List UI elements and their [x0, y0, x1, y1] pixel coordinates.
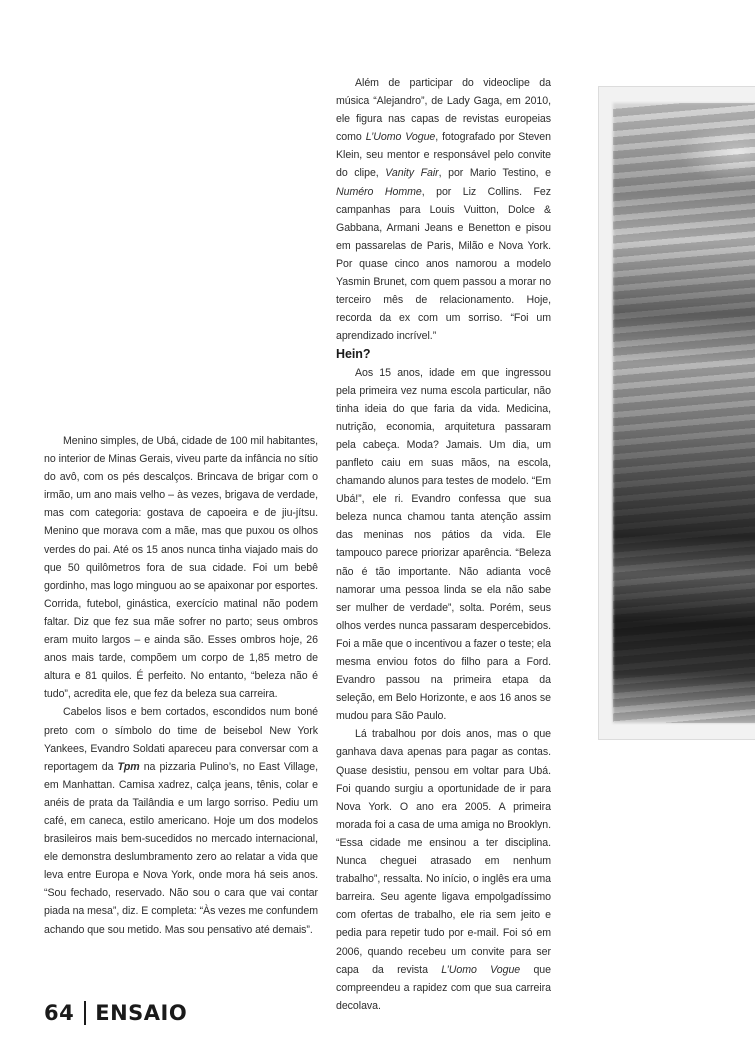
section-subheading: Hein? — [336, 347, 371, 362]
text-run: Cabelos lisos e bem cortados, escondidos num boné preto com o símbolo do time de beisebol New York Yankees, Evandro Soldati apareceu para conversar com a reportagem da — [44, 706, 318, 773]
text-run: , fotografado por Steven Klein, seu mentor e responsável pelo convite do clipe, — [336, 131, 551, 180]
paragraph: Menino simples, de Ubá, cidade de 100 mil habitantes, no interior de Minas Gerais, viveu parte da infância no sítio do avô, com os pés descalços. Brincava de brigar com o irmão, um ano mais velho – às vezes, brigava de verdade, mas com categoria: gostava de capoeira e de jiu-jítsu. Menino que morava com a mãe, mas que puxou os olhos verdes do pai. Até os 15 anos nunca tinha viajado mais do que 50 quilômetros fora de sua cidade. Foi um bebê gordinho, mas logo minguou ao se apaixonar por esportes. Corrida, futebol, ginástica, exercício matinal não podem faltar. Diz que fez sua mãe sofrer no parto; seus ombros eram muito largos – e ainda são. Esses ombros hoje, 26 anos mais tarde, compõem um corpo de 1,85 metro de altura e 81 quilos. É perfeito. No entanto, “beleza não é tudo”, acredita ele, que fez da beleza sua carreira. — [44, 435, 318, 701]
paragraph: Aos 15 anos, idade em que ingressou pela primeira vez numa escola particular, não tinha ideia do que faria da vida. Medicina, nutrição, economia, arquitetura passaram pela cabeça. Moda? Jamais. Um dia, um panfleto caiu em suas mãos, na escola, chamando alunos para testes de modelo. “Em Ubá!”, ele ri. Evandro confessa que sua beleza nunca chamou tanta atenção assim das meninas nos pátios da vida. Ele tampouco parece priorizar aparência. “Beleza não é tão importante. Não adianta você namorar uma pessoa linda se ela não sabe ser mulher de verdade”, solta. Porém, seus olhos verdes nunca passaram despercebidos. Foi a mãe que o incentivou a fazer o teste; ela mesma enviou fotos do filho para a Ford. Evandro passou na primeira etapa da seleção, em Belo Horizonte, e aos 16 anos se mudou para São Paulo. — [336, 366, 551, 723]
left-text-column — [44, 432, 318, 939]
text-run: na pizzaria Pulino’s, no East Village, em Manhattan. Camisa xadrez, calça jeans, tênis, colar e anéis de prata da Tailândia e um largo sorriso. Pediu um café, em caneca, estilo americano. Hoje um dos modelos brasileiros mais bem-sucedidos no mercado internacional, ele demonstra deslumbramento zero ao relatar a vida que leva entre Europa e Nova York, onde mora há seis anos. “Sou fechado, reservado. Não sou o cara que vai contar piada na mesa”, diz. E completa: “Às vezes me confundem achando que sou metido. Mas sou pensativo até demais”. — [44, 760, 318, 936]
magazine-title: L’Uomo Vogue — [365, 131, 436, 144]
photo-print — [598, 86, 755, 740]
text-run: Lá trabalhou por dois anos, mas o que ganhava dava apenas para pagar as contas. Quase desistiu, pensou em voltar para Ubá. Foi quando surgiu a oportunidade de ir para Nova York. O ano era 2005. A primeira morada foi a casa de uma amiga no Brooklyn. “Essa cidade me ensinou a ter disciplina. Nunca cheguei atrasado em nenhum trabalho”, ressalta. No início, o inglês era uma barreira. Seu agente ligava empolgadíssimo com ofertas de trabalho, ele ria sem jeito e pedia para repetir tudo por e-mail. Foi só em 2006, quando recebeu um convite para ser capa da revista — [336, 728, 551, 976]
paragraph — [336, 725, 551, 1015]
footer-divider — [84, 1001, 86, 1025]
right-text-column — [336, 74, 551, 1015]
magazine-title: Vanity Fair — [385, 167, 439, 180]
magazine-name: Tpm — [117, 760, 140, 773]
magazine-title: L’Uomo Vogue — [441, 963, 521, 976]
magazine-title: Numéro Homme — [336, 185, 422, 198]
text-run: que compreendeu a rapidez com que sua carreira decolava. — [336, 963, 551, 1012]
text-run: , por Liz Collins. Fez campanhas para Louis Vuitton, Dolce & Gabbana, Armani Jeans e Benetton e pisou em passarelas de Paris, Milão e Nova York. Por quase cinco anos namorou a modelo Yasmin Brunet, com quem passou a morar no terceiro mês de relacionamento. Hoje, recorda da ex com um sorriso. “Foi um aprendizado incrível.” — [336, 185, 551, 343]
page-footer — [44, 998, 187, 1028]
photo-texture — [613, 103, 755, 723]
section-name: ENSAIO — [95, 1001, 188, 1025]
text-run: , por Mario Testino, e — [438, 167, 551, 180]
text-run: Além de participar do videoclipe da música “Alejandro”, de Lady Gaga, em 2010, ele figura nas capas de revistas europeias como — [336, 77, 551, 144]
paragraph — [44, 703, 318, 938]
paragraph — [336, 74, 551, 345]
page-number: 64 — [44, 1001, 75, 1025]
